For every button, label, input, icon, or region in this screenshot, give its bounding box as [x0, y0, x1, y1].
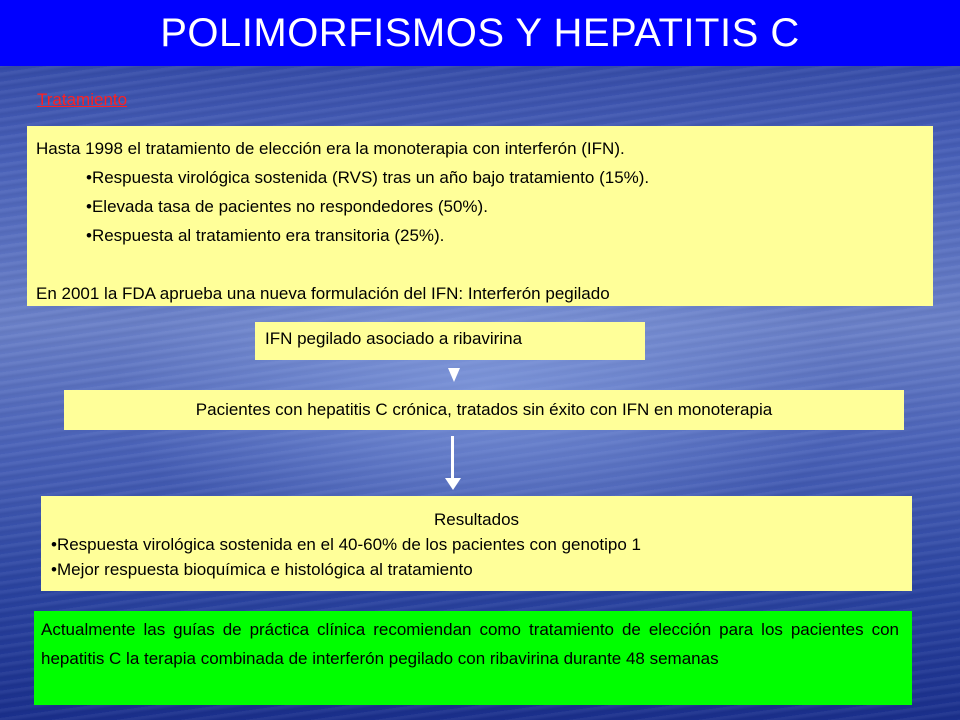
patients-box: Pacientes con hepatitis C crónica, tratados sin éxito con IFN en monoterapia	[64, 390, 904, 430]
history-bullet-rvs: •Respuesta virológica sostenida (RVS) tras un año bajo tratamiento (15%).	[86, 168, 650, 187]
results-box	[41, 496, 912, 591]
conclusion-box: Actualmente las guías de práctica clínica recomiendan como tratamiento de elección para los pacientes con hepatitis C la terapia combinada de interferón pegilado con ribavirina durante 48 semanas	[34, 611, 912, 705]
treatment-history-box	[27, 126, 933, 306]
section-label: Tratamiento	[37, 90, 128, 109]
results-heading: Resultados	[433, 510, 520, 529]
small-down-arrow-icon	[448, 368, 460, 382]
slide-title: POLIMORFISMOS Y HEPATITIS C	[0, 0, 960, 66]
history-spacer	[36, 250, 923, 279]
history-closing: En 2001 la FDA aprueba una nueva formulación del IFN: Interferón pegilado	[36, 284, 610, 303]
history-bullet-non-responders: •Elevada tasa de pacientes no respondedores (50%).	[86, 197, 488, 216]
down-arrow-shaft	[451, 436, 454, 482]
results-bullet-rvs: •Respuesta virológica sostenida en el 40-60% de los pacientes con genotipo 1	[51, 535, 642, 554]
down-arrow-icon	[445, 478, 461, 490]
history-bullet-transitory: •Respuesta al tratamiento era transitoria (25%).	[86, 226, 445, 245]
ifn-ribavirin-box: IFN pegilado asociado a ribavirina	[255, 322, 645, 360]
results-bullet-biochemical: •Mejor respuesta bioquímica e histológica al tratamiento	[51, 560, 473, 579]
history-intro: Hasta 1998 el tratamiento de elección era la monoterapia con interferón (IFN).	[36, 139, 625, 158]
